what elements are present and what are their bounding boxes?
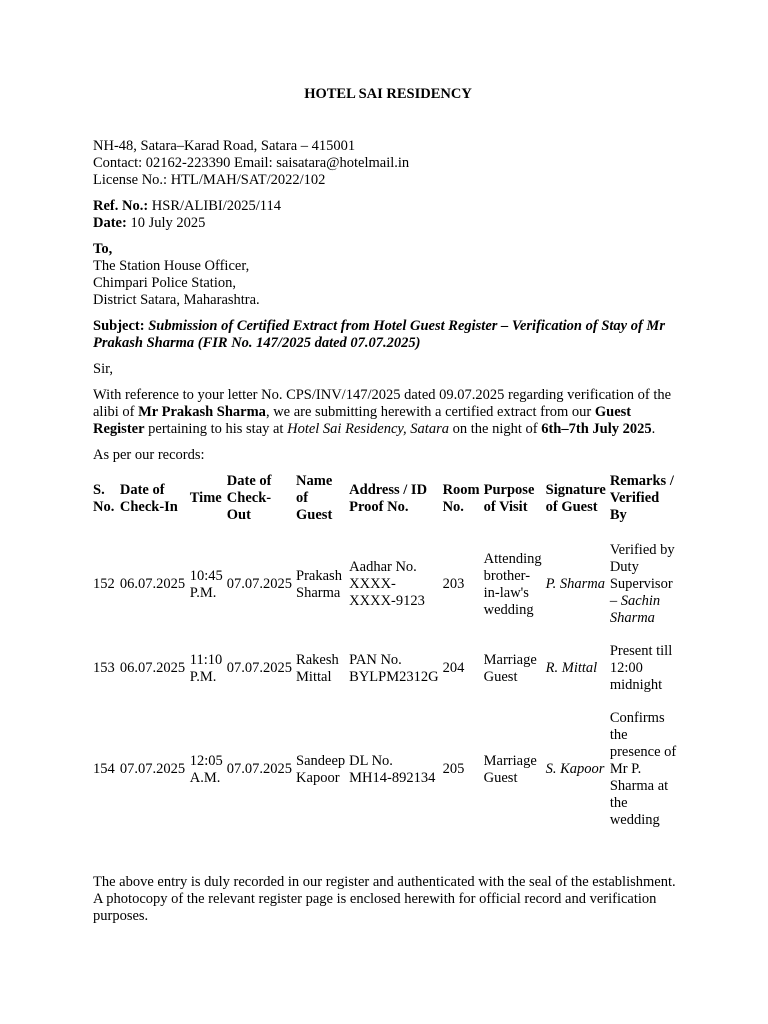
guest-name-emphasis: Mr Prakash Sharma	[138, 404, 266, 420]
cell-checkin: 06.07.2025	[119, 576, 186, 592]
to-label: To,	[93, 241, 113, 257]
header-guest-name: Name of Guest	[296, 473, 333, 523]
recipient-line: Chimpari Police Station,	[93, 275, 236, 291]
ref-value: HSR/ALIBI/2025/114	[148, 198, 281, 214]
cell-checkout: 07.07.2025	[226, 660, 293, 676]
guest-register-table	[91, 473, 681, 837]
cell-id-proof: DL No. MH14-892134	[349, 752, 436, 786]
verifier-name: – Sachin Sharma	[609, 593, 661, 626]
guest-register-emphasis: Guest Register	[93, 404, 632, 437]
header-remarks: Remarks / Verified By	[609, 473, 674, 523]
cell-room: 204	[442, 660, 465, 676]
date-line	[93, 215, 683, 232]
cell-guest-name: Sandeep Kapoor	[296, 752, 346, 786]
header-signature: Signature of Guest	[545, 481, 606, 515]
cell-purpose: Attending brother-in-law's wedding	[483, 550, 542, 618]
closing-line: A photocopy of the relevant register page is enclosed herewith for official record and verification purposes.	[93, 891, 657, 924]
cell-sno: 153	[93, 660, 115, 676]
body-text: .	[651, 421, 656, 437]
cell-checkout: 07.07.2025	[226, 761, 293, 777]
cell-purpose: Marriage Guest	[483, 752, 537, 786]
cell-remarks: Confirms the presence of Mr P. Sharma at the wedding	[609, 710, 677, 828]
hotel-address-block	[93, 138, 683, 189]
stay-dates-emphasis: 6th–7th July 2025	[541, 421, 652, 437]
cell-signature: P. Sharma	[545, 576, 605, 592]
closing-paragraph	[93, 874, 683, 925]
recipient-line: District Satara, Maharashtra.	[93, 292, 260, 308]
header-checkin: Date of Check-In	[119, 481, 178, 515]
subject-line	[93, 318, 683, 352]
table-header-row	[91, 473, 681, 534]
header-sno: S. No.	[93, 481, 115, 515]
remarks-text: Verified by Duty Supervisor	[609, 542, 675, 592]
records-intro: As per our records:	[93, 447, 205, 463]
cell-guest-name: Prakash Sharma	[296, 567, 342, 601]
cell-guest-name: Rakesh Mittal	[296, 651, 339, 685]
cell-signature: S. Kapoor	[545, 761, 605, 777]
cell-sno: 152	[93, 576, 115, 592]
cell-room: 203	[442, 576, 465, 592]
cell-time: 12:05 A.M.	[189, 752, 223, 786]
cell-checkout: 07.07.2025	[226, 576, 293, 592]
body-text: With reference to your letter No. CPS/INV/147/2025 dated 09.07.2025 regarding verification of the alibi of	[93, 387, 672, 420]
cell-signature: R. Mittal	[545, 660, 598, 676]
salutation: Sir,	[93, 361, 113, 377]
closing-line: The above entry is duly recorded in our register and authenticated with the seal of the establishment.	[93, 874, 676, 890]
cell-sno: 154	[93, 761, 115, 777]
table-row	[91, 702, 681, 837]
cell-checkin: 06.07.2025	[119, 660, 186, 676]
cell-checkin: 07.07.2025	[119, 761, 186, 777]
body-text: pertaining to his stay at	[144, 421, 288, 437]
contact-line: Contact: 02162-223390 Email: saisatara@hotelmail.in	[93, 155, 410, 171]
body-text: on the night of	[448, 421, 542, 437]
cell-time: 10:45 P.M.	[189, 567, 223, 601]
recipient-block	[93, 241, 683, 309]
subject-label: Subject:	[93, 318, 145, 334]
letter-page	[93, 86, 683, 925]
cell-time: 11:10 P.M.	[189, 651, 223, 685]
date-label: Date:	[93, 215, 127, 231]
body-paragraph	[93, 387, 683, 438]
table-row	[91, 635, 681, 702]
header-id-proof: Address / ID Proof No.	[349, 481, 428, 515]
reference-block	[93, 198, 683, 232]
hotel-name-heading: HOTEL SAI RESIDENCY	[304, 86, 472, 102]
cell-id-proof: PAN No. BYLPM2312G	[349, 651, 439, 685]
license-line: License No.: HTL/MAH/SAT/2022/102	[93, 172, 326, 188]
ref-label: Ref. No.:	[93, 198, 149, 214]
cell-remarks: Present till 12:00 midnight	[609, 643, 673, 693]
hotel-location-emphasis: Hotel Sai Residency, Satara	[287, 421, 449, 437]
cell-room: 205	[442, 761, 465, 777]
header-room: Room No.	[442, 481, 480, 515]
cell-remarks	[608, 534, 681, 635]
header-checkout: Date of Check-Out	[226, 473, 272, 523]
cell-id-proof: Aadhar No. XXXX-XXXX-9123	[349, 559, 425, 609]
header-time: Time	[189, 490, 222, 506]
cell-purpose: Marriage Guest	[483, 651, 537, 685]
subject-text: Submission of Certified Extract from Hotel Guest Register – Verification of Stay of Mr Prakash Sharma (FIR No. 147/2025 dated 07.07.2025)	[93, 318, 665, 351]
table-row	[91, 534, 681, 635]
body-text: , we are submitting herewith a certified extract from our	[265, 404, 595, 420]
header-purpose: Purpose of Visit	[483, 481, 535, 515]
recipient-line: The Station House Officer,	[93, 258, 250, 274]
ref-number-line	[93, 198, 683, 215]
address-line: NH-48, Satara–Karad Road, Satara – 415001	[93, 138, 356, 154]
date-value: 10 July 2025	[126, 215, 206, 231]
